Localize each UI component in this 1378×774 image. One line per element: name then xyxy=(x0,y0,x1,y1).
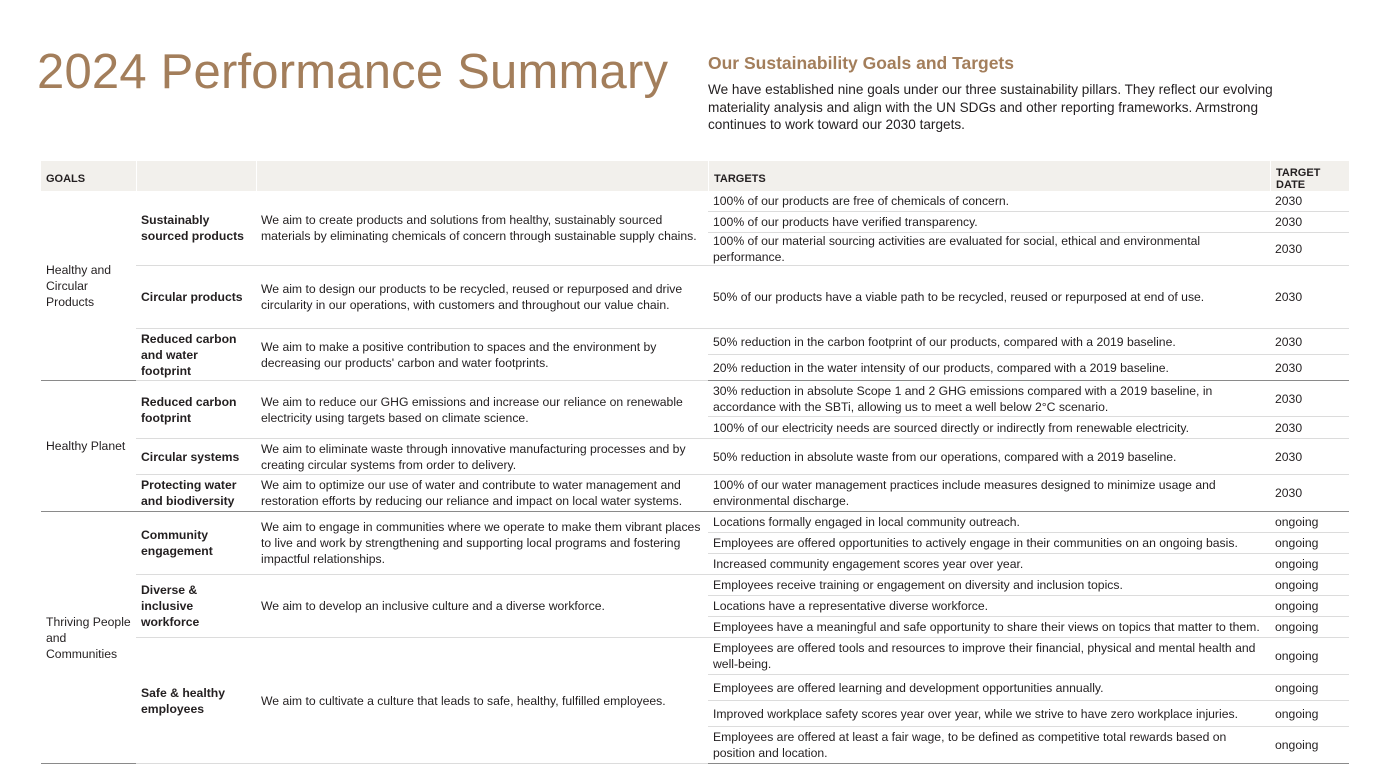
target-text: Locations formally engaged in local community outreach. xyxy=(708,512,1270,533)
goal-description: We aim to engage in communities where we operate to make them vibrant places to live and work by strengthening and supporting local programs and fostering impactful relationships. xyxy=(256,512,708,575)
target-date: 2030 xyxy=(1270,475,1349,512)
target-date: ongoing xyxy=(1270,533,1349,554)
target-text: Employees have a meaningful and safe opportunity to share their views on topics that matter to them. xyxy=(708,617,1270,638)
goal-description: We aim to create products and solutions from healthy, sustainably sourced materials by eliminating chemicals of concern through sustainable supply chains. xyxy=(256,191,708,266)
header-target-date: TARGET DATE xyxy=(1270,161,1349,191)
intro-text: We have established nine goals under our three sustainability pillars. They reflect our evolving materiality analysis and align with the UN SDGs and other reporting frameworks. Armstrong continues to work toward our 2030 targets. xyxy=(708,82,1273,132)
goal-name: Sustainably sourced products xyxy=(136,191,256,266)
goal-name: Community engagement xyxy=(136,512,256,575)
target-text: Employees are offered learning and development opportunities annually. xyxy=(708,675,1270,701)
target-text: 50% reduction in the carbon footprint of our products, compared with a 2019 baseline. xyxy=(708,329,1270,355)
target-text: Employees are offered opportunities to actively engage in their communities on an ongoing basis. xyxy=(708,533,1270,554)
target-text: 100% of our products are free of chemicals of concern. xyxy=(708,191,1270,212)
target-text: 100% of our products have verified transparency. xyxy=(708,212,1270,233)
target-date: 2030 xyxy=(1270,355,1349,381)
target-date: 2030 xyxy=(1270,381,1349,417)
target-text: Locations have a representative diverse workforce. xyxy=(708,596,1270,617)
pillar-name: Healthy Planet xyxy=(41,381,136,512)
page-title: 2024 Performance Summary xyxy=(37,45,669,99)
header-desc xyxy=(256,161,708,191)
goal-name: Reduced carbon footprint xyxy=(136,381,256,439)
target-text: 50% of our products have a viable path to be recycled, reused or repurposed at end of use. xyxy=(708,266,1270,329)
target-date: ongoing xyxy=(1270,701,1349,727)
target-date: ongoing xyxy=(1270,675,1349,701)
table-row xyxy=(41,266,1349,329)
target-text: 50% reduction in absolute waste from our operations, compared with a 2019 baseline. xyxy=(708,439,1270,475)
target-date: ongoing xyxy=(1270,638,1349,675)
target-date: ongoing xyxy=(1270,596,1349,617)
header-targets: TARGETS xyxy=(708,161,1270,191)
target-date: 2030 xyxy=(1270,439,1349,475)
goal-description: We aim to optimize our use of water and contribute to water management and restoration efforts by reducing our reliance and impact on local water systems. xyxy=(256,475,708,512)
target-date: ongoing xyxy=(1270,617,1349,638)
intro-section xyxy=(708,53,1308,134)
header-sub xyxy=(136,161,256,191)
pillar-name: Healthy and Circular Products xyxy=(41,191,136,381)
table-header-row xyxy=(41,161,1349,191)
pillar-name: Thriving People and Communities xyxy=(41,512,136,764)
goal-description: We aim to eliminate waste through innovative manufacturing processes and by creating circular systems from order to delivery. xyxy=(256,439,708,475)
target-date: ongoing xyxy=(1270,727,1349,764)
table-row xyxy=(41,191,1349,212)
target-date: 2030 xyxy=(1270,212,1349,233)
goal-description: We aim to design our products to be recycled, reused or repurposed and drive circularity in our operations, with customers and throughout our value chain. xyxy=(256,266,708,329)
goal-name: Circular products xyxy=(136,266,256,329)
target-date: ongoing xyxy=(1270,554,1349,575)
target-text: Employees are offered tools and resources to improve their financial, physical and mental health and well-being. xyxy=(708,638,1270,675)
target-date: 2030 xyxy=(1270,233,1349,266)
table-row xyxy=(41,638,1349,675)
target-date: 2030 xyxy=(1270,191,1349,212)
goal-name: Diverse & inclusive workforce xyxy=(136,575,256,638)
target-date: ongoing xyxy=(1270,575,1349,596)
target-date: 2030 xyxy=(1270,266,1349,329)
goal-name: Circular systems xyxy=(136,439,256,475)
goal-description: We aim to reduce our GHG emissions and increase our reliance on renewable electricity using targets based on climate science. xyxy=(256,381,708,439)
table-row xyxy=(41,512,1349,533)
goal-description: We aim to make a positive contribution to spaces and the environment by decreasing our products' carbon and water footprints. xyxy=(256,329,708,381)
target-text: Employees are offered at least a fair wage, to be defined as competitive total rewards based on position and location. xyxy=(708,727,1270,764)
table-row xyxy=(41,439,1349,475)
table-row xyxy=(41,381,1349,417)
target-text: 30% reduction in absolute Scope 1 and 2 GHG emissions compared with a 2019 baseline, in accordance with the SBTi, allowing us to meet a well below 2°C scenario. xyxy=(708,381,1270,417)
target-date: 2030 xyxy=(1270,329,1349,355)
target-text: 100% of our electricity needs are sourced directly or indirectly from renewable electricity. xyxy=(708,417,1270,439)
goal-name: Protecting water and biodiversity xyxy=(136,475,256,512)
goal-description: We aim to cultivate a culture that leads to safe, healthy, fulfilled employees. xyxy=(256,638,708,764)
target-text: 20% reduction in the water intensity of our products, compared with a 2019 baseline. xyxy=(708,355,1270,381)
table-row xyxy=(41,329,1349,355)
goal-name: Reduced carbon and water footprint xyxy=(136,329,256,381)
table-row xyxy=(41,475,1349,512)
intro-heading: Our Sustainability Goals and Targets xyxy=(708,53,1014,73)
target-text: Employees receive training or engagement on diversity and inclusion topics. xyxy=(708,575,1270,596)
header-goals: GOALS xyxy=(41,161,136,191)
target-text: Increased community engagement scores year over year. xyxy=(708,554,1270,575)
target-date: 2030 xyxy=(1270,417,1349,439)
table-row xyxy=(41,575,1349,596)
target-date: ongoing xyxy=(1270,512,1349,533)
goal-description: We aim to develop an inclusive culture and a diverse workforce. xyxy=(256,575,708,638)
target-text: Improved workplace safety scores year over year, while we strive to have zero workplace injuries. xyxy=(708,701,1270,727)
target-text: 100% of our water management practices include measures designed to minimize usage and environmental discharge. xyxy=(708,475,1270,512)
target-text: 100% of our material sourcing activities are evaluated for social, ethical and environmental performance. xyxy=(708,233,1270,266)
goal-name: Safe & healthy employees xyxy=(136,638,256,764)
goals-table xyxy=(41,161,1349,764)
